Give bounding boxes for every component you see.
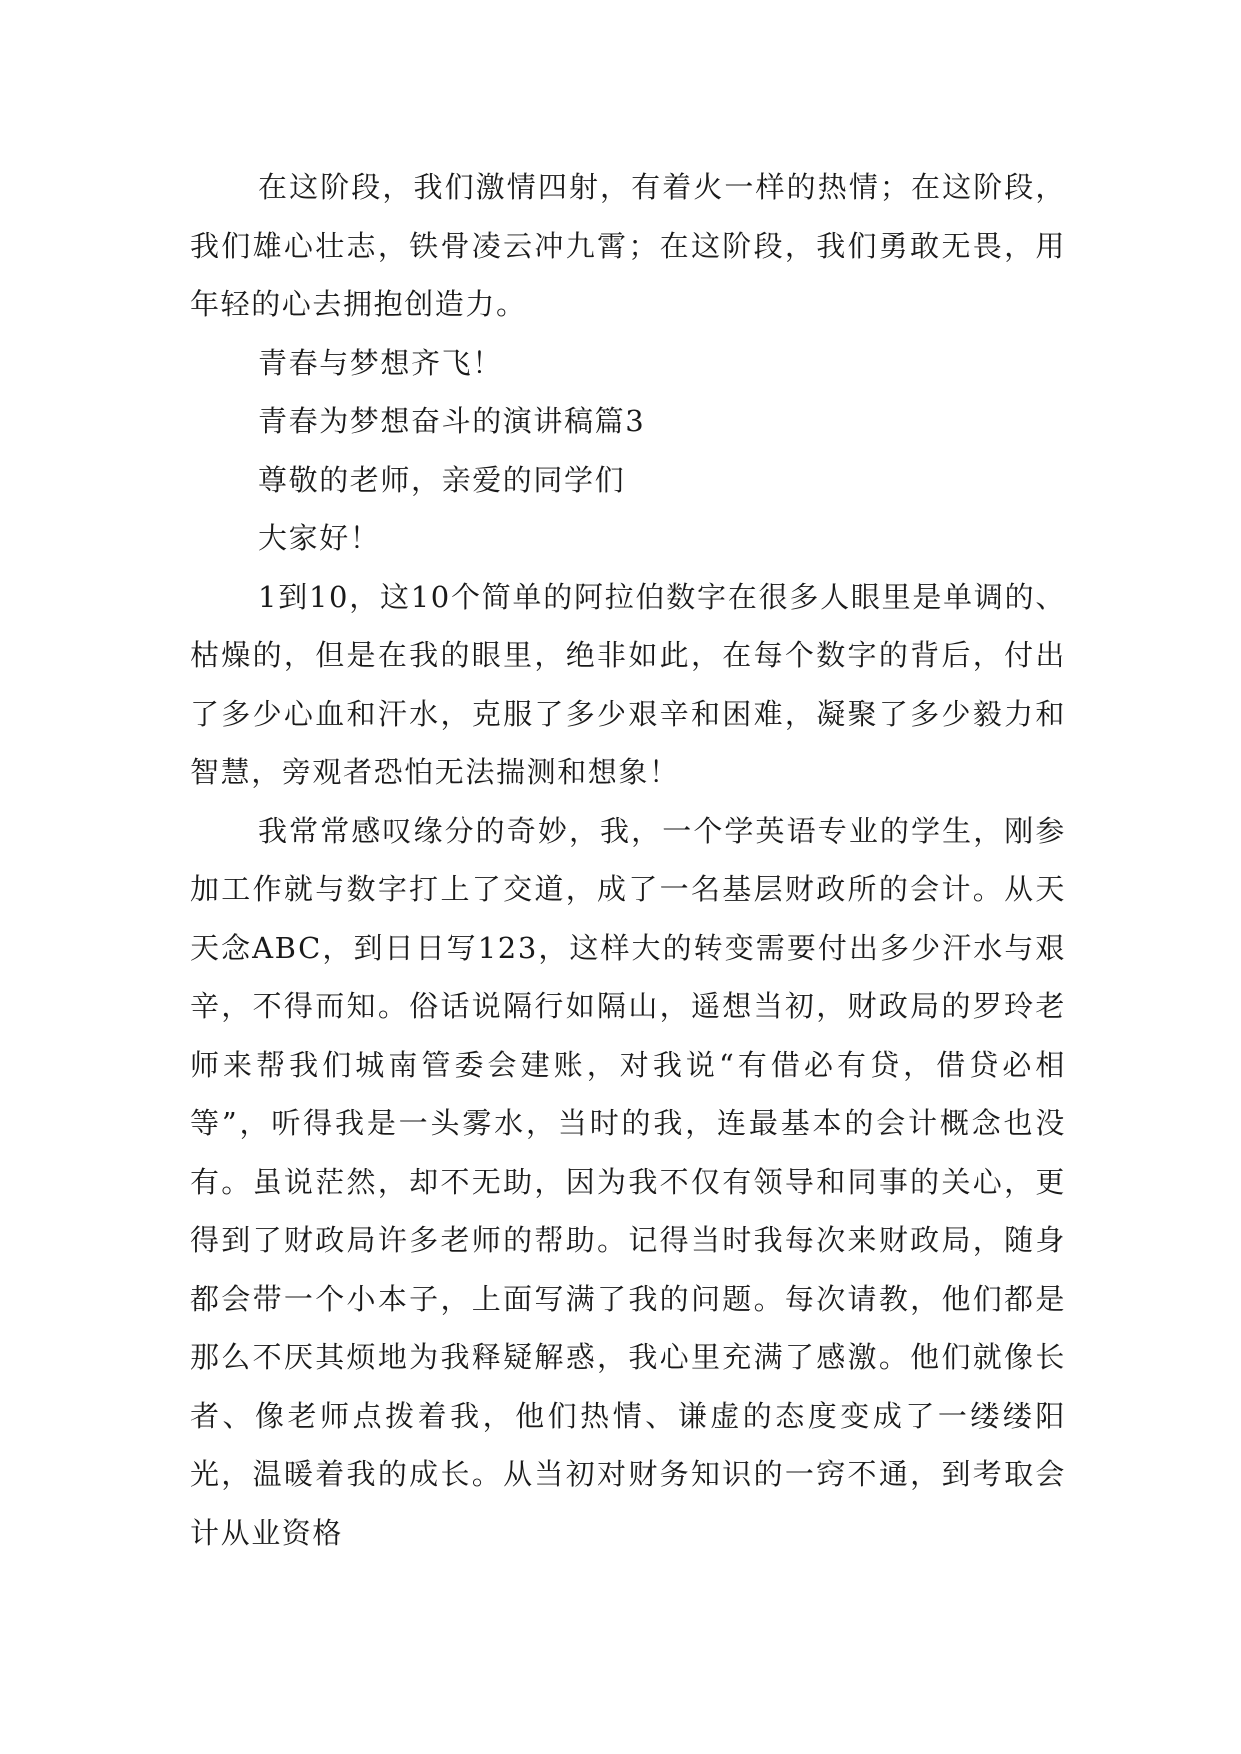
document-body	[190, 158, 1066, 1562]
salutation-line: 尊敬的老师，亲爱的同学们	[258, 462, 626, 497]
paragraph-numbers: 1到10，这10个简单的阿拉伯数字在很多人眼里是单调的、枯燥的，但是在我的眼里，绝非如此，在每个数字的背后，付出了多少心血和汗水，克服了多少艰辛和困难，凝聚了多少毅力和智慧，旁观者恐怕无法揣测和想象！	[190, 579, 1066, 789]
greeting-line: 大家好！	[258, 521, 381, 555]
paragraph-intro: 在这阶段，我们激情四射，有着火一样的热情；在这阶段，我们雄心壮志，铁骨凌云冲九霄；在这阶段，我们勇敢无畏，用年轻的心去拥抱创造力。	[190, 170, 1066, 321]
slogan-line: 青春与梦想齐飞！	[258, 345, 503, 380]
paragraph-story: 我常常感叹缘分的奇妙，我，一个学英语专业的学生，刚参加工作就与数字打上了交道，成了一名基层财政所的会计。从天天念ABC，到日日写123，这样大的转变需要付出多少汗水与艰辛，不得而知。俗话说隔行如隔山，遥想当初，财政局的罗玲老师来帮我们城南管委会建账，对我说“有借必有贷，借贷必相等”，听得我是一头雾水，当时的我，连最基本的会计概念也没有。虽说茫然，却不无助，因为我不仅有领导和同事的关心，更得到了财政局许多老师的帮助。记得当时我每次来财政局，随身都会带一个小本子，上面写满了我的问题。每次请教，他们都是那么不厌其烦地为我释疑解惑，我心里充满了感激。他们就像长者、像老师点拨着我，他们热情、谦虚的态度变成了一缕缕阳光，温暖着我的成长。从当初对财务知识的一窍不通，到考取会计从业资格	[190, 813, 1066, 1550]
section-heading: 青春为梦想奋斗的演讲稿篇3	[258, 404, 646, 438]
